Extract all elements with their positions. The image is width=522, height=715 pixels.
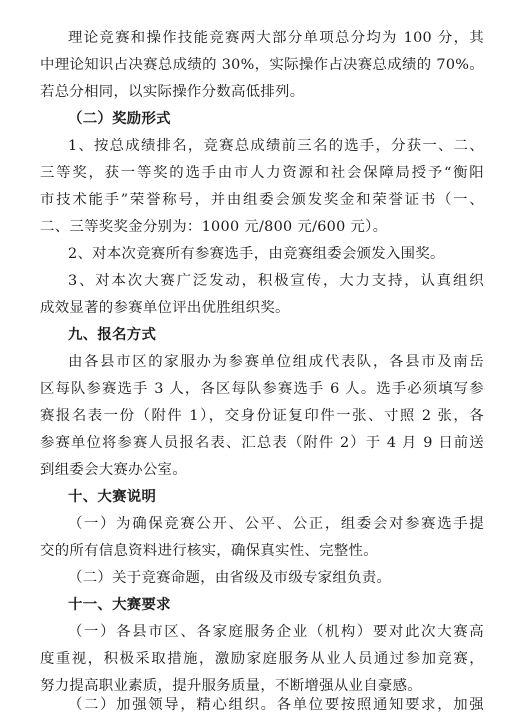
section-heading: （二）奖励形式 (68, 111, 171, 127)
paragraph-line: 理论竞赛和操作技能竞赛两大部分单项总分均为 100 分，其 (68, 30, 484, 46)
paragraph-line: （一）为确保竞赛公开、公平、公正，组委会对参赛选手提 (68, 516, 484, 532)
paragraph-line: 参赛单位将参赛人员报名表、汇总表（附件 2）于 4 月 9 日前送 (40, 435, 484, 451)
paragraph-line: （一）各县市区、各家庭服务企业（机构）要对此次大赛高 (68, 624, 484, 640)
paragraph-line: 二、三等奖奖金分别为：1000 元/800 元/600 元）。 (40, 219, 388, 235)
paragraph-line: 努力提高职业素质，提升服务质量，不断增强从业自豪感。 (40, 678, 422, 694)
paragraph-line: 中理论知识占决赛总成绩的 30%，实际操作占决赛总成绩的 70%。 (40, 57, 484, 73)
section-heading: 十、大赛说明 (68, 489, 157, 505)
paragraph-line: 度重视，积极采取措施，激励家庭服务从业人员通过参加竞赛， (40, 651, 484, 667)
paragraph-line: （二）关于竞赛命题，由省级及市级专家组负责。 (68, 570, 392, 586)
paragraph-line: 成效显著的参赛单位评出优胜组织奖。 (40, 300, 290, 316)
paragraph-line: 若总分相同，以实际操作分数高低排列。 (40, 84, 305, 100)
paragraph-line: 区每队参赛选手 3 人，各区每队参赛选手 6 人。选手必须填写参 (40, 381, 484, 397)
section-heading: 十一、大赛要求 (68, 597, 171, 613)
paragraph-line: 1、按总成绩排名，竞赛总成绩前三名的选手，分获一、二、 (68, 138, 484, 154)
paragraph-line: 到组委会大赛办公室。 (40, 462, 187, 478)
paragraph-line: 由各县市区的家服办为参赛单位组成代表队，各县市及南岳 (68, 354, 484, 370)
paragraph-line: 交的所有信息资料进行核实，确保真实性、完整性。 (40, 543, 378, 559)
section-heading: 九、报名方式 (68, 327, 157, 343)
paragraph-line: 三等奖，获一等奖的选手由市人力资源和社会保障局授予“衡阳 (40, 165, 484, 181)
paragraph-line: 2、对本次竞赛所有参赛选手，由竞赛组委会颁发入围奖。 (68, 246, 445, 262)
paragraph-line: 3、对本次大赛广泛发动，积极宣传，大力支持，认真组织 (68, 273, 484, 289)
paragraph-line: 赛报名表一份（附件 1），交身份证复印件一张、寸照 2 张，各 (40, 408, 484, 424)
paragraph-line: 市技术能手”荣誉称号，并由组委会颁发奖金和荣誉证书（一、 (40, 192, 484, 208)
paragraph-line: （二）加强领导，精心组织。各单位要按照通知要求，加强 (68, 697, 484, 713)
